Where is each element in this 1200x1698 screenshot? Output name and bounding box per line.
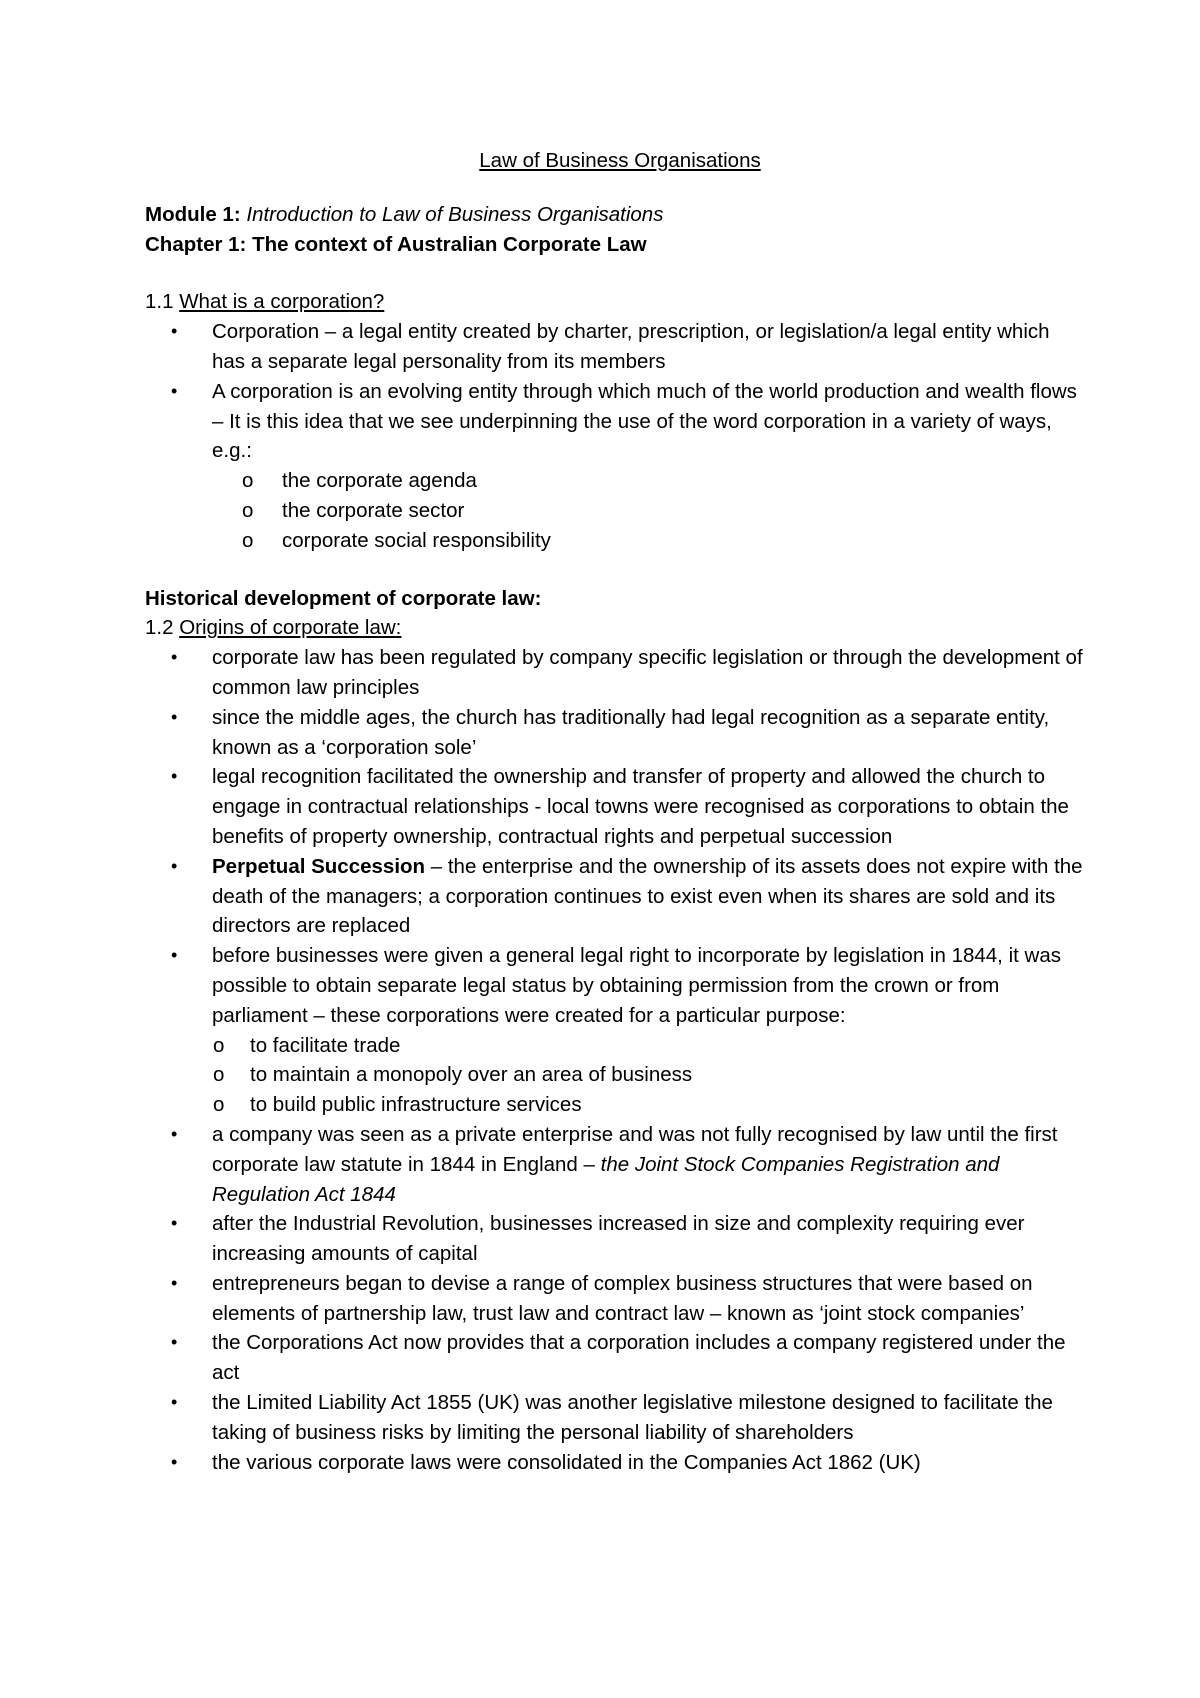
list-item bbox=[145, 1328, 1085, 1388]
historical-heading: Historical development of corporate law: bbox=[145, 586, 542, 610]
bullet-icon: • bbox=[171, 1272, 178, 1293]
list-item bbox=[145, 941, 1085, 1030]
sub-list-item-text: to facilitate trade bbox=[250, 1033, 401, 1057]
bullet-icon: • bbox=[171, 945, 178, 966]
list-item-text: – the enterprise and the ownership of its assets does not expire with the death of the managers; a corporation continues to exist even when its shares are sold and its directors are replaced bbox=[212, 854, 1083, 938]
list-item bbox=[145, 1269, 1085, 1329]
chapter-heading: Chapter 1: The context of Australian Corporate Law bbox=[145, 232, 647, 256]
list-item-text: the various corporate laws were consolidated in the Companies Act 1862 (UK) bbox=[212, 1450, 921, 1474]
bullet-icon: • bbox=[171, 706, 178, 727]
module-label: Module 1: bbox=[145, 202, 241, 226]
list-item bbox=[145, 1209, 1085, 1269]
sub-list-item bbox=[145, 1031, 1085, 1061]
statute-name: the Joint Stock Companies Registration and Regulation Act 1844 bbox=[212, 1152, 1000, 1206]
bullet-icon: • bbox=[171, 1332, 178, 1353]
list-item-text: before businesses were given a general legal right to incorporate by legislation in 1844, it was possible to obtain separate legal status by obtaining permission from the crown or from parliament – these corporations were created for a particular purpose: bbox=[212, 944, 1061, 1027]
circle-bullet-icon: o bbox=[213, 1093, 225, 1117]
section-1-2-list bbox=[145, 643, 1085, 1030]
list-item-text: the Corporations Act now provides that a corporation includes a company registered under the act bbox=[212, 1331, 1066, 1385]
bullet-icon: • bbox=[171, 1451, 178, 1472]
list-item bbox=[145, 317, 1085, 377]
bullet-icon: • bbox=[171, 380, 178, 401]
sub-list-item bbox=[145, 1060, 1085, 1090]
section-title: What is a corporation? bbox=[179, 290, 385, 314]
list-item bbox=[145, 1388, 1085, 1448]
sub-list-item-text: the corporate agenda bbox=[282, 469, 477, 493]
sub-list-item-text: corporate social responsibility bbox=[282, 528, 551, 552]
module-line bbox=[145, 200, 1085, 230]
sub-list-item-text: to maintain a monopoly over an area of business bbox=[250, 1063, 693, 1087]
bullet-icon: • bbox=[171, 1392, 178, 1413]
module-title: Introduction to Law of Business Organisations bbox=[246, 202, 664, 226]
bullet-icon: • bbox=[171, 855, 178, 876]
bullet-icon: • bbox=[171, 766, 178, 787]
list-item-text: the Limited Liability Act 1855 (UK) was another legislative milestone designed to facilitate the taking of business risks by limiting the personal liability of shareholders bbox=[212, 1391, 1053, 1444]
bullet-icon: • bbox=[171, 647, 178, 668]
bullet-icon: • bbox=[171, 321, 178, 342]
sub-list-item-text: the corporate sector bbox=[282, 498, 465, 522]
document-page bbox=[145, 146, 1085, 1477]
bullet-icon: • bbox=[171, 1123, 178, 1144]
list-item bbox=[145, 762, 1085, 851]
bullet-icon: • bbox=[171, 1213, 178, 1234]
section-1-1-list bbox=[145, 317, 1085, 466]
list-item bbox=[145, 852, 1085, 941]
section-number: 1.1 bbox=[145, 290, 174, 314]
list-item-text: legal recognition facilitated the ownership and transfer of property and allowed the church to engage in contractual relationships - local towns were recognised as corporations to obtain the benefits of property ownership, contractual rights and perpetual succession bbox=[212, 765, 1069, 848]
sub-list-item bbox=[145, 496, 1085, 526]
section-number: 1.2 bbox=[145, 616, 174, 640]
list-item bbox=[145, 1120, 1085, 1209]
list-item-text: corporate law has been regulated by company specific legislation or through the development of common law principles bbox=[212, 646, 1083, 699]
purposes-list bbox=[145, 1031, 1085, 1120]
circle-bullet-icon: o bbox=[242, 528, 254, 552]
circle-bullet-icon: o bbox=[242, 498, 254, 522]
list-item-text: entrepreneurs began to devise a range of complex business structures that were based on elements of partnership law, trust law and contract law – known as ‘joint stock companies’ bbox=[212, 1271, 1033, 1325]
list-item-text: since the middle ages, the church has traditionally had legal recognition as a separate entity, known as a ‘corporation sole’ bbox=[212, 705, 1050, 759]
list-item-text: a company was seen as a private enterprise and was not fully recognised by law until the first corporate law statute in 1844 in England – bbox=[212, 1122, 1058, 1176]
circle-bullet-icon: o bbox=[213, 1063, 225, 1087]
list-item bbox=[145, 1448, 1085, 1478]
sub-list-item bbox=[145, 466, 1085, 496]
section-1-2-list-continued bbox=[145, 1120, 1085, 1478]
sub-list-item bbox=[145, 1090, 1085, 1120]
sub-list-item bbox=[145, 526, 1085, 556]
list-item bbox=[145, 703, 1085, 763]
list-item-text: after the Industrial Revolution, businesses increased in size and complexity requiring ever increasing amounts of capital bbox=[212, 1212, 1025, 1266]
list-item bbox=[145, 377, 1085, 466]
circle-bullet-icon: o bbox=[213, 1033, 225, 1057]
list-item-text: Corporation – a legal entity created by charter, prescription, or legislation/a legal entity which has a separate legal personality from its members bbox=[212, 320, 1050, 373]
list-item-text: A corporation is an evolving entity through which much of the world production and wealth flows – It is this idea that we see underpinning the use of the word corporation in a variety of ways, e.g.: bbox=[212, 379, 1077, 463]
perpetual-succession-term: Perpetual Succession bbox=[212, 854, 426, 878]
section-1-1-heading bbox=[145, 287, 1085, 317]
list-item bbox=[145, 643, 1085, 703]
document-title: Law of Business Organisations bbox=[479, 149, 761, 172]
corporation-usage-list bbox=[145, 466, 1085, 555]
section-1-2-heading bbox=[145, 613, 1085, 643]
section-title: Origins of corporate law: bbox=[179, 616, 402, 640]
circle-bullet-icon: o bbox=[242, 469, 254, 493]
sub-list-item-text: to build public infrastructure services bbox=[250, 1093, 582, 1117]
